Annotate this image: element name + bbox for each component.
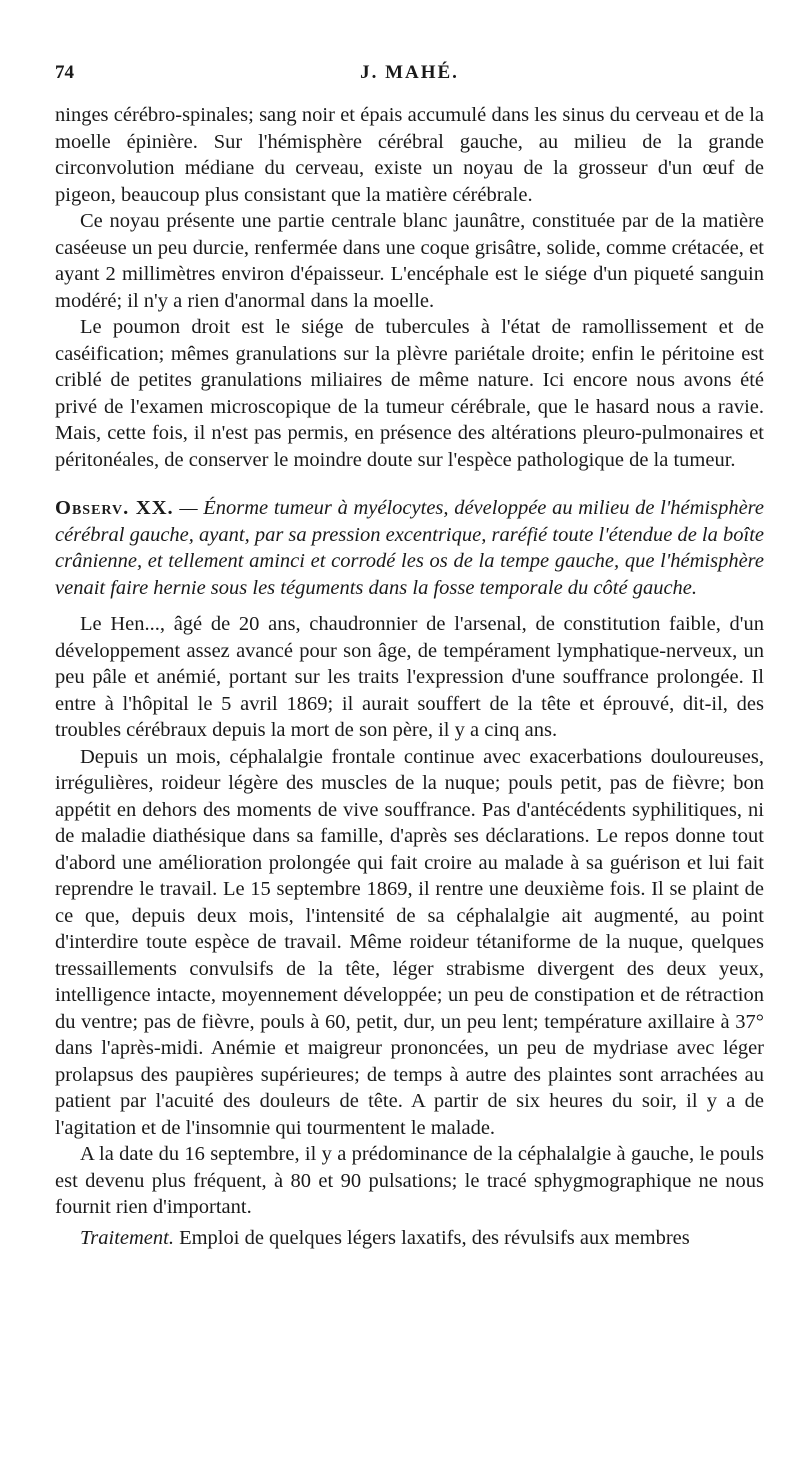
treatment-text: Emploi de quelques légers laxatifs, des révulsifs aux membres: [179, 1226, 690, 1249]
observation-heading: [55, 495, 764, 601]
paragraph-symptoms: Depuis un mois, céphalalgie frontale continue avec exacerbations douloureuses, irrégulières, roideur légère des muscles de la nuque; pouls petit, pas de fièvre; bon appétit en dehors des moments de vive souffrance. Pas d'antécédents syphilitiques, ni de maladie diathésique dans sa famille, d'après ses déclarations. Le repos donne tout d'abord une amélioration prolongée qui fait croire au malade à sa guérison et lui fait reprendre le travail. Le 15 septembre 1869, il rentre une deuxième fois. Il se plaint de ce que, depuis deux mois, l'intensité de sa céphalalgie ait augmenté, au point d'interdire toute espèce de travail. Même roideur tétaniforme de la nuque, quelques tressaillements convulsifs de la tête, léger strabisme divergent des deux yeux, intelligence intacte, moyennement développée; un peu de constipation et de rétraction du ventre; pas de fièvre, pouls à 60, petit, dur, un peu lent; température axillaire à 37° dans l'après-midi. Anémie et maigreur prononcées, un peu de mydriase avec léger prolapsus des paupières supérieures; de temps à autre des plaintes sont arrachées au patient par l'acuité des douleurs de tête. A partir de six heures du soir, il y a de l'agitation et de l'insomnie qui tourmentent le malade.: [55, 745, 764, 1139]
paragraph-treatment: [55, 1225, 764, 1252]
paragraph-noyau: Ce noyau présente une partie centrale blanc jaunâtre, constituée par de la matière caséeuse un peu durcie, renfermée dans une coque grisâtre, solide, comme crétacée, et ayant 2 millimètres environ d'épaisseur. L'encéphale est le siége d'un piqueté sanguin modéré; il n'y a rien d'anormal dans la moelle.: [55, 210, 764, 312]
running-title: J. MAHÉ.: [360, 62, 459, 83]
paragraph-patient: Le Hen..., âgé de 20 ans, chaudronnier de l'arsenal, de constitution faible, d'un développement assez avancé pour son âge, de tempérament lymphatique-nerveux, un peu pâle et anémié, portant sur les traits l'expression d'une souffrance prolongée. Il entre à l'hôpital le 5 avril 1869; il aurait souffert de la tête et éprouvé, dit-il, des troubles cérébraux depuis la mort de son père, il y a cinq ans.: [55, 613, 764, 741]
page-number: 74: [55, 62, 74, 83]
treatment-label: Traitement.: [80, 1226, 174, 1249]
running-header: [55, 62, 764, 102]
paragraph-16-septembre: A la date du 16 septembre, il y a prédominance de la céphalalgie à gauche, le pouls est devenu plus fréquent, à 80 et 90 pulsations; le tracé sphygmographique ne nous fournit rien d'important.: [55, 1143, 764, 1218]
paragraph-poumon: Le poumon droit est le siége de tubercules à l'état de ramollissement et de caséification; mêmes granulations sur la plèvre pariétale droite; enfin le péritoine est criblé de petites granulations miliaires de même nature. Ici encore nous avons été privé de l'examen microscopique de la tumeur cérébrale, que le hasard nous a ravie. Mais, cette fois, il n'est pas permis, en présence des altérations pleuro-pulmonaires et péritonéales, de conserver le moindre doute sur l'espèce pathologique de la tumeur.: [55, 316, 764, 471]
observation-title: — Énorme tumeur à myélocytes, développée au milieu de l'hémisphère cérébral gauche, ayant, par sa pression excentrique, raréfié toute l'étendue de la boîte crânienne, et tellement aminci et corrodé les os de la tempe gauche, que l'hémisphère venait faire hernie sous les téguments dans la fosse temporale du côté gauche.: [55, 497, 764, 599]
observation-label: Observ. XX.: [55, 497, 174, 519]
paragraph-continuation: ninges cérébro-spinales; sang noir et épais accumulé dans les sinus du cerveau et de la moelle épinière. Sur l'hémisphère cérébral gauche, au milieu de la grande circonvolution médiane du cerveau, existe un noyau de la grosseur d'un œuf de pigeon, beaucoup plus consistant que la matière cérébrale.: [55, 104, 764, 206]
